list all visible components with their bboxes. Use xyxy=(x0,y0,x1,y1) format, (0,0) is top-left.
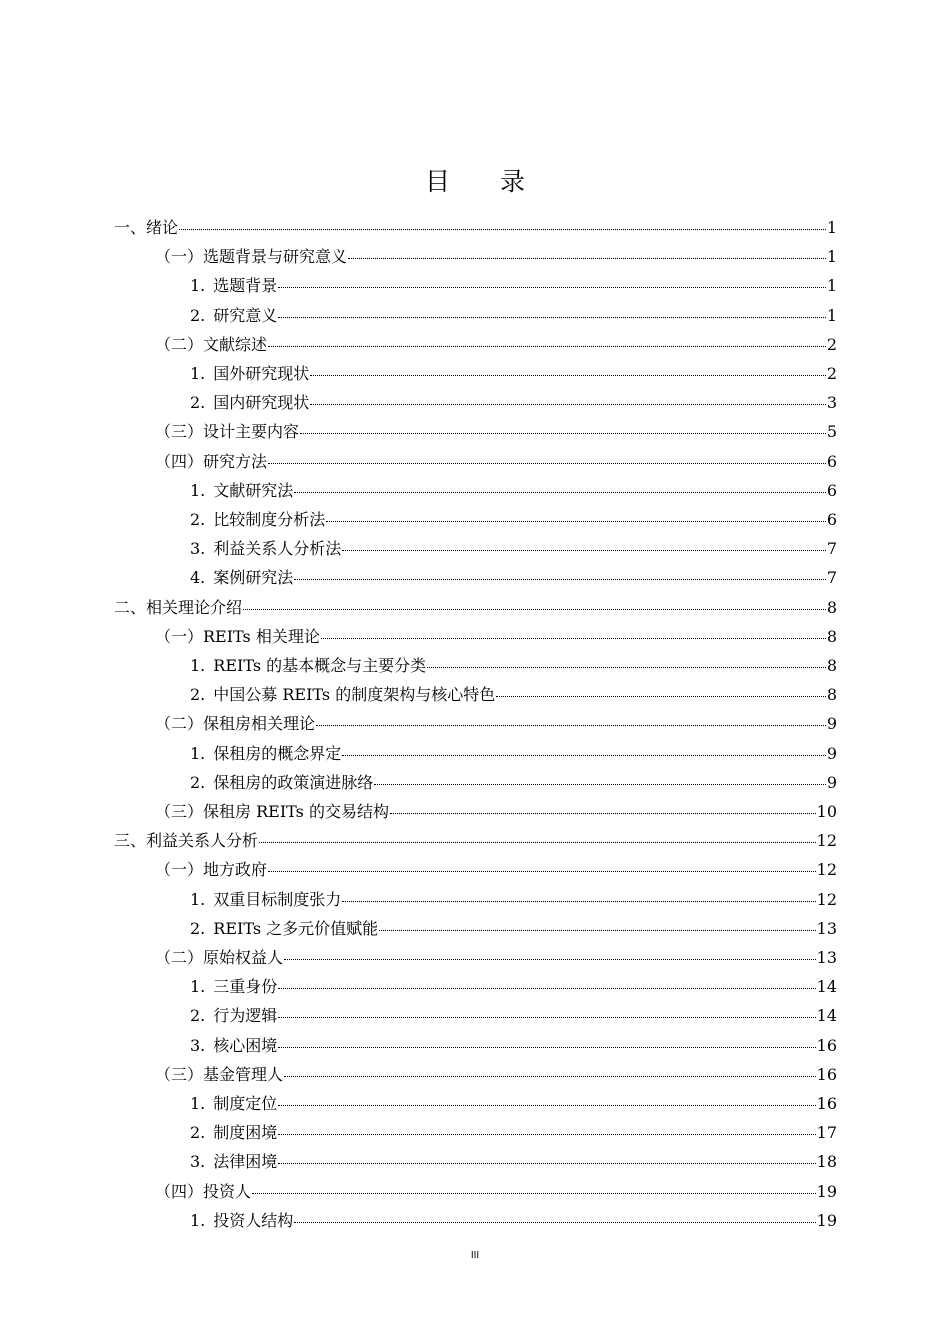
toc-entry[interactable] xyxy=(114,826,837,855)
toc-entry-page: 6 xyxy=(826,451,837,471)
toc-dot-leader xyxy=(348,257,826,259)
toc-entry-title: 投资人结构 xyxy=(213,1210,294,1230)
toc-entry[interactable] xyxy=(190,1089,837,1118)
toc-entry-number: 2. xyxy=(190,1006,206,1026)
toc-entry-number: 1. xyxy=(190,276,206,296)
toc-entry-page: 8 xyxy=(826,685,837,705)
toc-entry-title: 文献研究法 xyxy=(213,480,294,500)
toc-entry[interactable] xyxy=(190,1001,837,1030)
toc-entry-title: 案例研究法 xyxy=(213,568,294,588)
toc-entry-title: 中国公募 REITs 的制度架构与核心特色 xyxy=(213,685,496,705)
toc-entry-page: 1 xyxy=(826,247,837,267)
toc-dot-leader xyxy=(390,812,816,814)
toc-entry-title: （二）文献综述 xyxy=(155,334,268,354)
toc-dot-leader xyxy=(321,637,826,639)
toc-entry-title: 制度定位 xyxy=(213,1094,278,1113)
toc-entry-page: 7 xyxy=(826,539,837,559)
toc-entry[interactable] xyxy=(190,534,837,563)
toc-entry-page: 12 xyxy=(816,860,837,880)
toc-dot-leader xyxy=(326,520,826,522)
toc-entry[interactable] xyxy=(190,1031,837,1060)
toc-entry-title: REITs 的基本概念与主要分类 xyxy=(213,656,427,675)
toc-entry-title: 双重目标制度张力 xyxy=(213,889,342,909)
toc-entry-page: 3 xyxy=(826,393,837,413)
toc-entry-page: 1 xyxy=(826,276,837,296)
toc-entry[interactable] xyxy=(155,855,837,884)
toc-entry[interactable] xyxy=(190,768,837,797)
toc-entry-number: 3. xyxy=(190,539,206,559)
toc-entry-title: （二）保租房相关理论 xyxy=(155,714,316,734)
toc-entry[interactable] xyxy=(114,593,837,622)
toc-dot-leader xyxy=(278,316,826,318)
toc-entry-number: 1. xyxy=(190,977,206,997)
toc-entry-title: （三）设计主要内容 xyxy=(155,422,300,442)
toc-dot-leader xyxy=(179,228,826,230)
toc-dot-leader xyxy=(310,374,826,376)
toc-dot-leader xyxy=(316,724,826,726)
toc-entry-page: 1 xyxy=(826,305,837,325)
toc-dot-leader xyxy=(427,666,826,668)
toc-entry-page: 13 xyxy=(816,918,837,938)
toc-dot-leader xyxy=(278,1133,815,1135)
toc-entry-page: 2 xyxy=(826,364,837,383)
toc-entry-number: 1. xyxy=(190,364,206,383)
toc-entry-page: 19 xyxy=(816,1210,837,1230)
toc-entry[interactable] xyxy=(155,622,837,651)
toc-dot-leader xyxy=(243,608,826,610)
toc-entry[interactable] xyxy=(190,680,837,709)
toc-entry[interactable] xyxy=(190,271,837,300)
toc-entry-title: 研究意义 xyxy=(213,305,278,325)
toc-entry[interactable] xyxy=(190,476,837,505)
toc-entry-number: 1. xyxy=(190,743,206,763)
toc-dot-leader xyxy=(300,432,826,434)
toc-entry-title: 比较制度分析法 xyxy=(213,510,326,529)
toc-entry-page: 10 xyxy=(816,802,837,821)
toc-dot-leader xyxy=(259,841,816,843)
toc-entry-page: 8 xyxy=(826,597,837,617)
toc-entry[interactable] xyxy=(190,301,837,330)
page-number-footer: III xyxy=(470,1250,480,1261)
toc-dot-leader xyxy=(252,1192,816,1194)
toc-entry[interactable] xyxy=(190,359,837,388)
toc-entry-page: 17 xyxy=(816,1123,837,1143)
toc-entry[interactable] xyxy=(114,213,837,242)
toc-dot-leader xyxy=(294,578,826,580)
toc-entry[interactable] xyxy=(155,1060,837,1089)
toc-entry-page: 14 xyxy=(816,977,837,997)
toc-dot-leader xyxy=(284,1075,816,1077)
toc-entry[interactable] xyxy=(190,651,837,680)
toc-entry-title: 三重身份 xyxy=(213,977,278,997)
toc-dot-leader xyxy=(379,929,816,931)
toc-entry[interactable] xyxy=(155,1177,837,1206)
toc-entry-title: 核心困境 xyxy=(213,1035,278,1055)
toc-entry-page: 9 xyxy=(826,714,837,734)
toc-entry-title: 三、利益关系人分析 xyxy=(114,831,259,851)
toc-dot-leader xyxy=(268,870,816,872)
toc-entry[interactable] xyxy=(155,330,837,359)
toc-entry[interactable] xyxy=(155,417,837,446)
toc-entry-page: 14 xyxy=(816,1006,837,1026)
toc-dot-leader xyxy=(342,900,815,902)
toc-entry-page: 13 xyxy=(816,948,837,967)
toc-entry-number: 2. xyxy=(190,305,206,325)
toc-entry-title: 一、绪论 xyxy=(114,218,179,237)
toc-entry-title: 制度困境 xyxy=(213,1123,278,1143)
toc-entry[interactable] xyxy=(155,943,837,972)
toc-dot-leader xyxy=(284,958,816,960)
toc-entry-title: 行为逻辑 xyxy=(213,1006,278,1026)
toc-dot-leader xyxy=(278,1046,815,1048)
toc-entry-page: 16 xyxy=(816,1094,837,1113)
toc-dot-leader xyxy=(268,462,826,464)
toc-entry[interactable] xyxy=(190,388,837,417)
toc-dot-leader xyxy=(278,1162,815,1164)
toc-entry[interactable] xyxy=(155,242,837,271)
toc-entry-number: 2. xyxy=(190,393,206,413)
toc-entry-title: REITs 之多元价值赋能 xyxy=(213,918,379,938)
toc-entry-title: （四）投资人 xyxy=(155,1181,252,1201)
toc-entry-title: 保租房的政策演进脉络 xyxy=(213,772,374,792)
toc-entry-page: 8 xyxy=(826,626,837,646)
toc-entry-page: 19 xyxy=(816,1181,837,1201)
toc-dot-leader xyxy=(294,491,826,493)
toc-entry-page: 16 xyxy=(816,1064,837,1084)
toc-entry-number: 2. xyxy=(190,918,206,938)
toc-entry[interactable] xyxy=(155,447,837,476)
toc-dot-leader xyxy=(278,987,815,989)
toc-entry-title: （一）选题背景与研究意义 xyxy=(155,247,348,267)
toc-entry-number: 4. xyxy=(190,568,206,588)
toc-entry[interactable] xyxy=(190,739,837,768)
toc-entry-page: 1 xyxy=(826,218,837,237)
toc-entry-title: （二）原始权益人 xyxy=(155,948,284,967)
toc-entry-page: 18 xyxy=(816,1152,837,1172)
toc-entry-number: 2. xyxy=(190,1123,206,1143)
toc-dot-leader xyxy=(278,286,826,288)
toc-dot-leader xyxy=(496,695,826,697)
toc-entry-title: 国外研究现状 xyxy=(213,364,310,383)
toc-entry-page: 9 xyxy=(826,772,837,792)
toc-entry-title: （四）研究方法 xyxy=(155,451,268,471)
toc-entry-title: （三）保租房 REITs 的交易结构 xyxy=(155,802,389,821)
toc-entry-page: 6 xyxy=(826,480,837,500)
toc-entry-page: 12 xyxy=(816,831,837,851)
toc-entry-number: 2. xyxy=(190,772,206,792)
toc-entry-title: 选题背景 xyxy=(213,276,278,296)
toc-entry-title: 保租房的概念界定 xyxy=(213,743,342,763)
toc-dot-leader xyxy=(294,1221,815,1223)
toc-entry-page: 2 xyxy=(826,334,837,354)
toc-entry-number: 1. xyxy=(190,889,206,909)
toc-entry[interactable] xyxy=(190,885,837,914)
toc-entry-page: 5 xyxy=(826,422,837,442)
toc-entry-number: 2. xyxy=(190,510,206,529)
toc-entry[interactable] xyxy=(155,709,837,738)
toc-entry-number: 1. xyxy=(190,480,206,500)
toc-entry-number: 1. xyxy=(190,1210,206,1230)
toc-entry-title: （一）REITs 相关理论 xyxy=(155,626,320,646)
toc-entry-page: 8 xyxy=(826,656,837,675)
toc-entry[interactable] xyxy=(190,1206,837,1235)
toc-entry-title: （三）基金管理人 xyxy=(155,1064,284,1084)
toc-entry-title: 利益关系人分析法 xyxy=(213,539,342,559)
toc-entry-number: 3. xyxy=(190,1035,206,1055)
toc-entry-title: 国内研究现状 xyxy=(213,393,310,413)
toc-dot-leader xyxy=(342,754,826,756)
toc-entry[interactable] xyxy=(190,914,837,943)
toc-entry[interactable] xyxy=(190,563,837,592)
toc-entry-number: 2. xyxy=(190,685,206,705)
toc-dot-leader xyxy=(310,403,826,405)
toc-entry-title: 法律困境 xyxy=(213,1152,278,1172)
toc-entry[interactable] xyxy=(190,1118,837,1147)
toc-entry-number: 3. xyxy=(190,1152,206,1172)
toc-dot-leader xyxy=(278,1104,815,1106)
toc-entry-page: 9 xyxy=(826,743,837,763)
toc-entry[interactable] xyxy=(155,797,837,826)
toc-entry-page: 6 xyxy=(826,510,837,529)
toc-dot-leader xyxy=(374,783,826,785)
toc-entry[interactable] xyxy=(190,1147,837,1176)
toc-dot-leader xyxy=(342,549,826,551)
toc-entry-page: 12 xyxy=(816,889,837,909)
toc-entry-number: 1. xyxy=(190,656,206,675)
toc-dot-leader xyxy=(268,345,826,347)
toc-entry-page: 16 xyxy=(816,1035,837,1055)
toc-entry[interactable] xyxy=(190,972,837,1001)
toc-dot-leader xyxy=(278,1016,815,1018)
toc-entry[interactable] xyxy=(190,505,837,534)
toc-entry-page: 7 xyxy=(826,568,837,588)
toc-entry-title: 二、相关理论介绍 xyxy=(114,597,243,617)
toc-entry-number: 1. xyxy=(190,1094,206,1113)
toc-entry-title: （一）地方政府 xyxy=(155,860,268,880)
toc-title: 目录 xyxy=(424,167,575,196)
